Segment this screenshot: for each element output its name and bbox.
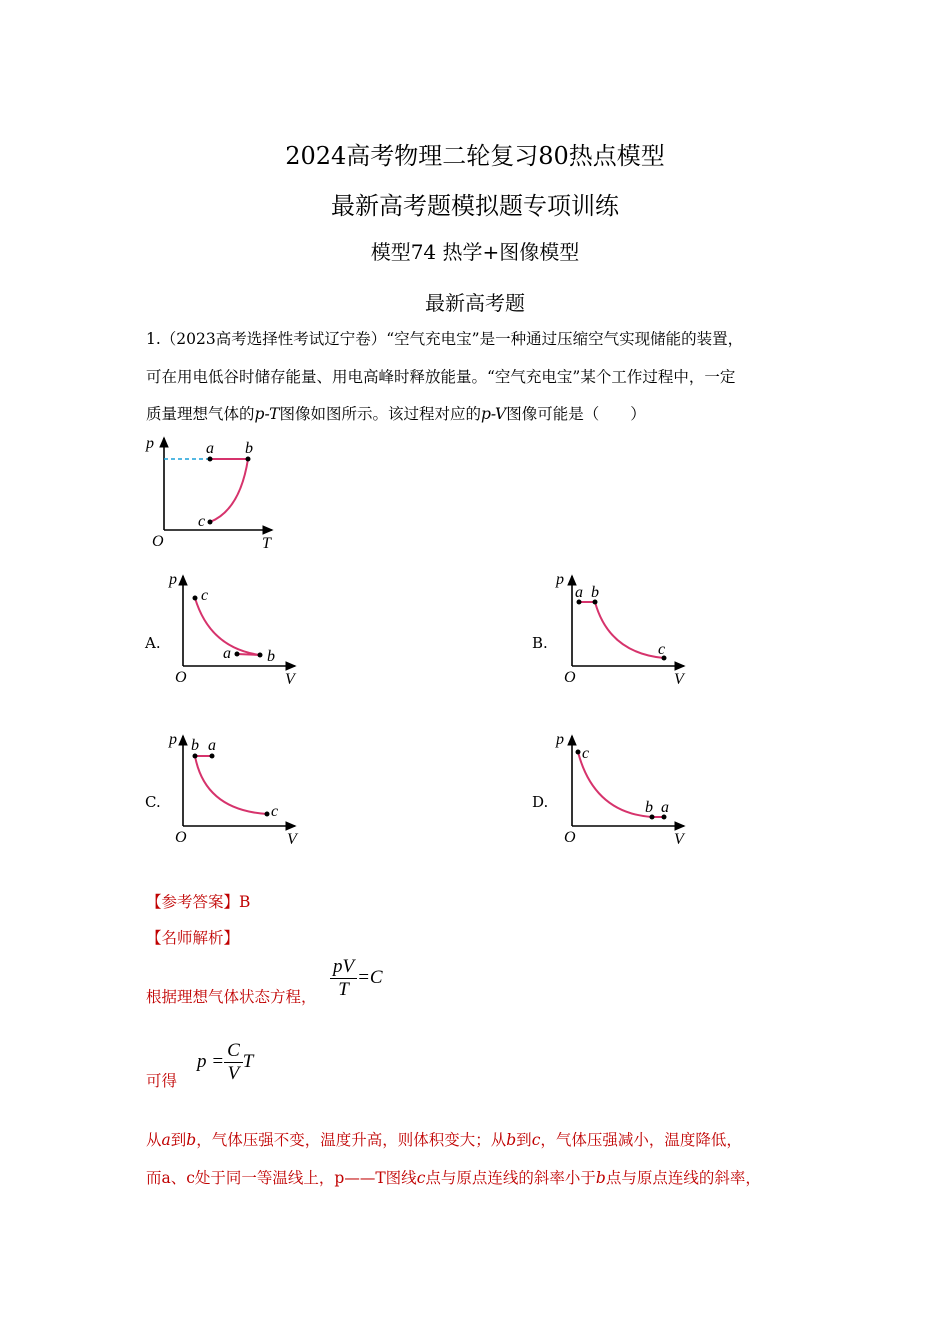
question-line-3: 质量理想气体的p-T图像如图所示。该过程对应的p-V图像可能是（ ）	[146, 405, 646, 423]
svg-text:T: T	[262, 535, 271, 552]
svg-text:c: c	[201, 587, 209, 604]
svg-text:O: O	[564, 669, 576, 686]
svg-text:V: V	[287, 831, 297, 848]
svg-text:p: p	[169, 571, 177, 588]
svg-text:a: a	[661, 799, 669, 816]
svg-text:c: c	[658, 641, 666, 658]
svg-text:p: p	[169, 731, 177, 748]
svg-text:a: a	[575, 584, 583, 601]
svg-text:a: a	[206, 440, 214, 457]
analysis-line-2: 而a、c处于同一等温线上，p——T图线c点与原点连线的斜率小于b点与原点连线的斜率，	[146, 1169, 761, 1187]
svg-text:b: b	[645, 799, 653, 816]
equation-state: $\frac{pV}{T}$ =C	[330, 956, 383, 1001]
option-c-diagram[interactable]	[165, 728, 315, 848]
svg-text:c: c	[582, 745, 590, 762]
svg-text:V: V	[674, 831, 684, 848]
svg-text:O: O	[152, 533, 164, 550]
axis-p-label: p	[146, 435, 154, 452]
svg-text:a: a	[208, 737, 216, 754]
answer-label: 【参考答案】B	[146, 893, 251, 911]
svg-text:a: a	[223, 645, 231, 662]
svg-text:O: O	[175, 669, 187, 686]
svg-text:V: V	[674, 671, 684, 688]
analysis-label: 【名师解析】	[146, 929, 240, 947]
svg-text:V: V	[285, 671, 295, 688]
option-d-diagram[interactable]	[554, 728, 704, 848]
svg-text:b: b	[245, 440, 253, 457]
svg-text:c: c	[198, 513, 206, 530]
question-line-2: 可在用电低谷时储存能量、用电高峰时释放能量。“空气充电宝”某个工作过程中，一定	[146, 368, 736, 386]
analysis-line-1: 从a到b，气体压强不变，温度升高，则体积变大；从b到c，气体压强减小，温度降低，	[146, 1131, 742, 1149]
doc-title: 2024高考物理二轮复习80热点模型	[285, 142, 665, 170]
option-b-label[interactable]: B.	[532, 634, 548, 652]
svg-text:p: p	[556, 731, 564, 748]
svg-text:c: c	[271, 803, 279, 820]
option-d-label[interactable]: D.	[532, 793, 549, 811]
model-title: 模型74 热学+图像模型	[370, 240, 580, 264]
option-a-label[interactable]: A.	[145, 634, 161, 652]
svg-text:b: b	[591, 584, 599, 601]
analysis-eq2-prefix: 可得	[146, 1072, 178, 1090]
doc-subtitle: 最新高考题模拟题专项训练	[331, 192, 619, 220]
option-c-label[interactable]: C.	[145, 793, 161, 811]
section-heading: 最新高考题	[425, 291, 525, 315]
svg-text:O: O	[564, 829, 576, 846]
option-b-diagram[interactable]	[554, 568, 704, 688]
svg-text:b: b	[191, 737, 199, 754]
svg-text:p: p	[556, 571, 564, 588]
svg-text:b: b	[267, 648, 275, 665]
option-a-diagram[interactable]	[165, 568, 315, 688]
question-line-1: 1.（2023高考选择性考试辽宁卷）“空气充电宝”是一种通过压缩空气实现储能的装置，	[146, 330, 744, 348]
equation-p: p = $\frac{C}{V}$ T	[197, 1040, 254, 1084]
pt-diagram	[140, 430, 290, 555]
svg-text:O: O	[175, 829, 187, 846]
analysis-eq1-prefix: 根据理想气体状态方程，	[146, 988, 317, 1006]
